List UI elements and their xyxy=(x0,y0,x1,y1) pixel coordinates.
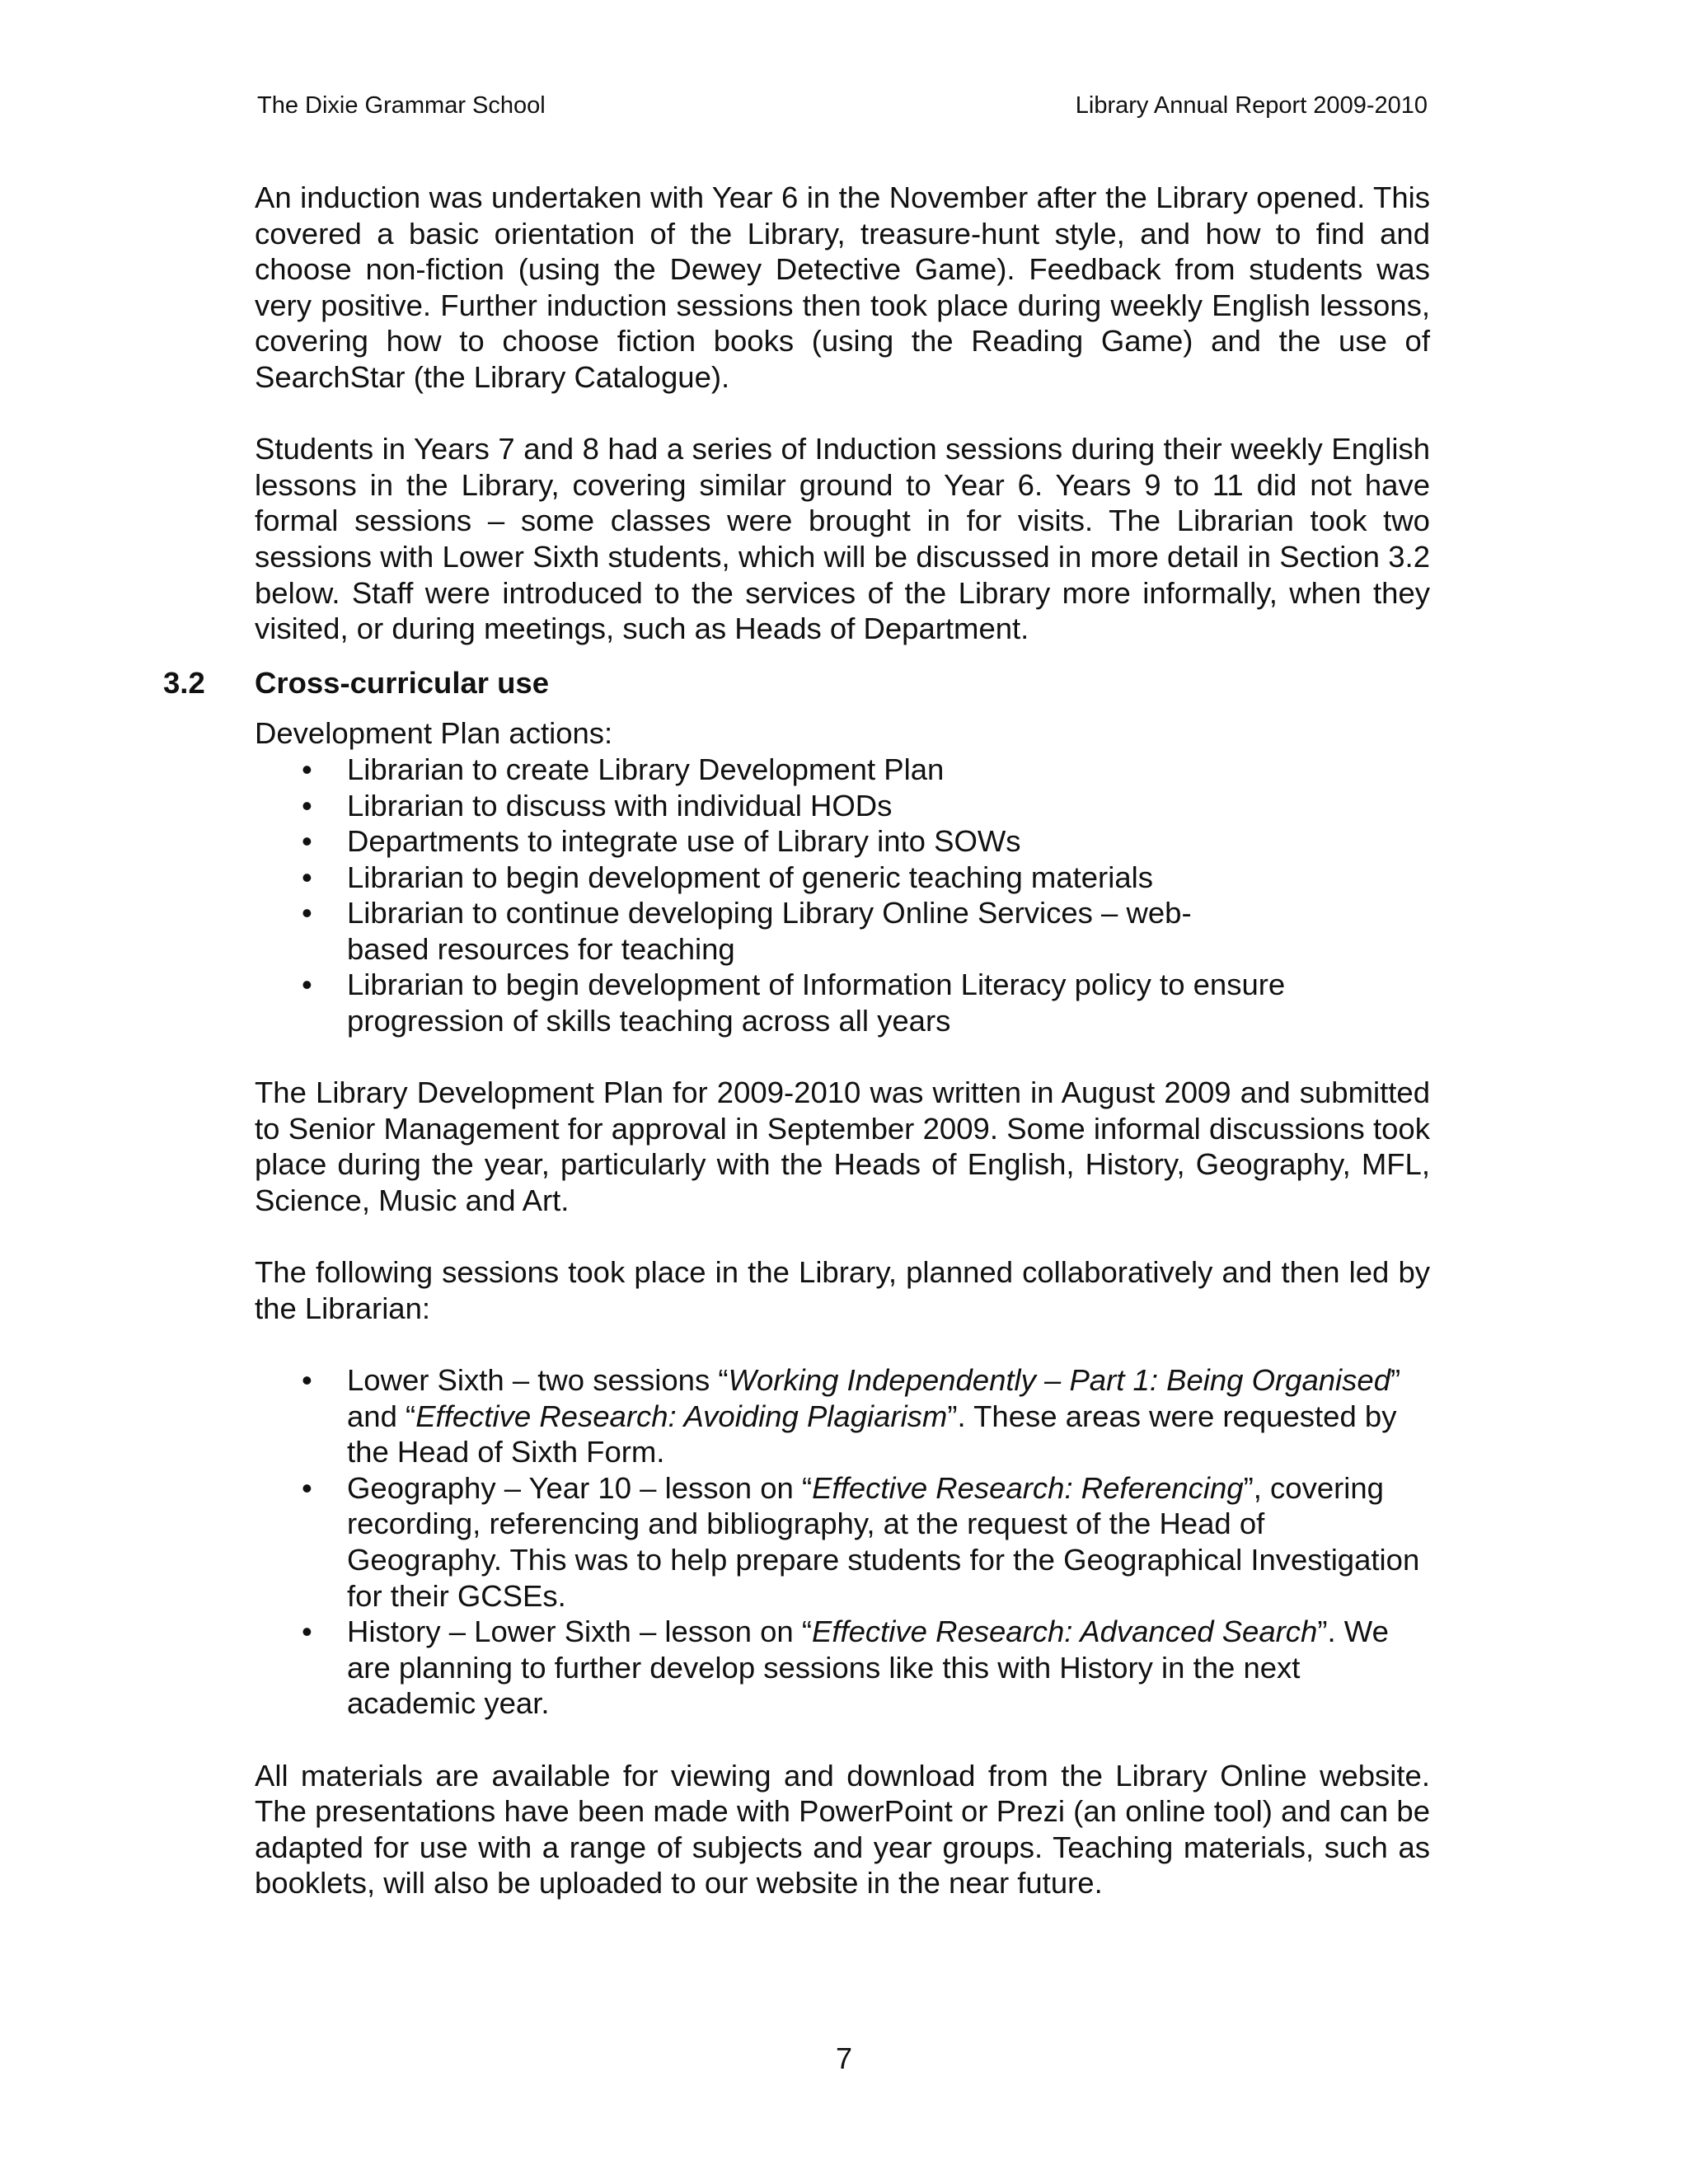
sessions-list xyxy=(255,1362,1430,1722)
paragraph-induction-year6: An induction was undertaken with Year 6 in the November after the Library opened. This covered a basic orientation of the Library, treasure-hunt style, and how to find and choose non-fiction (using the Dewey Detective Game). Feedback from students was very positive. Further induction sessions then took place during weekly English lessons, covering how to choose fiction books (using the Reading Game) and the use of SearchStar (the Library Catalogue). xyxy=(255,180,1430,394)
bullet-icon: • xyxy=(302,968,312,1002)
list-item-text: Librarian to begin development of generic teaching materials xyxy=(347,860,1153,894)
section-title: Cross-curricular use xyxy=(255,665,550,700)
bullet-icon: • xyxy=(302,860,312,894)
development-plan-actions-list xyxy=(255,752,1430,1039)
list-item xyxy=(255,860,1430,896)
session-title: Working Independently – Part 1: Being Organised xyxy=(728,1363,1391,1397)
session-title: Effective Research: Avoiding Plagiarism xyxy=(415,1399,948,1433)
section-heading xyxy=(163,665,1430,701)
development-plan-intro: Development Plan actions: xyxy=(255,716,613,751)
session-text: Geography – Year 10 – lesson on “ xyxy=(347,1470,813,1505)
list-item-text: Librarian to create Library Development Plan xyxy=(347,752,945,786)
header-school-name: The Dixie Grammar School xyxy=(257,92,546,119)
list-item xyxy=(255,823,1430,860)
list-item xyxy=(255,1470,1430,1614)
session-title: Effective Research: Referencing xyxy=(812,1470,1244,1505)
section-number: 3.2 xyxy=(163,665,205,700)
paragraph-materials-available: All materials are available for viewing and download from the Library Online website. The presentations have been made with PowerPoint or Prezi (an online tool) and can be adapted for use with a range of subjects and year groups. Teaching materials, such as booklets, will also be uploaded to our website in the near future. xyxy=(255,1758,1430,1900)
list-item xyxy=(255,895,1430,967)
paragraph-spacer xyxy=(255,396,1430,432)
paragraph-spacer xyxy=(255,1039,1430,1076)
paragraph-development-plan: The Library Development Plan for 2009-2010 was written in August 2009 and submitted to Senior Management for approval in September 2009. Some informal discussions took place during the year, particularly with the Heads of English, History, Geography, MFL, Science, Music and Art. xyxy=(255,1076,1430,1218)
paragraph-spacer xyxy=(255,1326,1430,1362)
list-item-text: Librarian to begin development of Information Literacy policy to ensure progression of skills teaching across all years xyxy=(347,968,1286,1038)
paragraph-sessions-intro: The following sessions took place in the Library, planned collaboratively and then led by the Librarian: xyxy=(255,1255,1430,1325)
bullet-icon: • xyxy=(302,896,312,930)
list-item xyxy=(255,1362,1430,1470)
list-item-text: Librarian to discuss with individual HODs xyxy=(347,788,893,823)
list-item xyxy=(255,1614,1430,1722)
paragraph-spacer xyxy=(255,1219,1430,1255)
bullet-icon: • xyxy=(302,824,312,859)
list-item-text: Departments to integrate use of Library into SOWs xyxy=(347,824,1021,859)
bullet-icon: • xyxy=(302,1615,312,1649)
bullet-icon: • xyxy=(302,788,312,823)
header-report-title: Library Annual Report 2009-2010 xyxy=(1075,92,1428,119)
page-number: 7 xyxy=(835,2041,853,2075)
list-item xyxy=(255,752,1430,788)
page-header xyxy=(257,89,1428,122)
session-text: ”. These areas were requested by the Head of Sixth Form. xyxy=(347,1399,1397,1469)
session-title: Effective Research: Advanced Search xyxy=(811,1615,1318,1649)
bullet-icon: • xyxy=(302,1470,312,1505)
paragraph-spacer xyxy=(255,1722,1430,1758)
bullet-icon: • xyxy=(302,752,312,786)
session-text: History – Lower Sixth – lesson on “ xyxy=(347,1615,812,1649)
list-item xyxy=(255,788,1430,824)
session-text: ”. We are planning to further develop sessions like this with History in the next academic year. xyxy=(347,1615,1389,1721)
bullet-icon: • xyxy=(302,1363,312,1397)
page-body xyxy=(163,180,1430,1901)
session-text: Lower Sixth – two sessions “ xyxy=(347,1363,729,1397)
session-text: ” and “ xyxy=(347,1363,1401,1433)
list-item-text: Librarian to continue developing Library Online Services – web-based resources for teaching xyxy=(347,896,1192,966)
paragraph-induction-years7-8: Students in Years 7 and 8 had a series of Induction sessions during their weekly English lessons in the Library, covering similar ground to Year 6. Years 9 to 11 did not have formal sessions – some classes were brought in for visits. The Librarian took two sessions with Lower Sixth students, which will be discussed in more detail in Section 3.2 below. Staff were introduced to the services of the Library more informally, when they visited, or during meetings, such as Heads of Department. xyxy=(255,432,1430,646)
list-item xyxy=(255,967,1430,1038)
session-text: ”, covering recording, referencing and bibliography, at the request of the Head of Geography. This was to help prepare students for the Geographical Investigation for their GCSEs. xyxy=(347,1470,1420,1613)
